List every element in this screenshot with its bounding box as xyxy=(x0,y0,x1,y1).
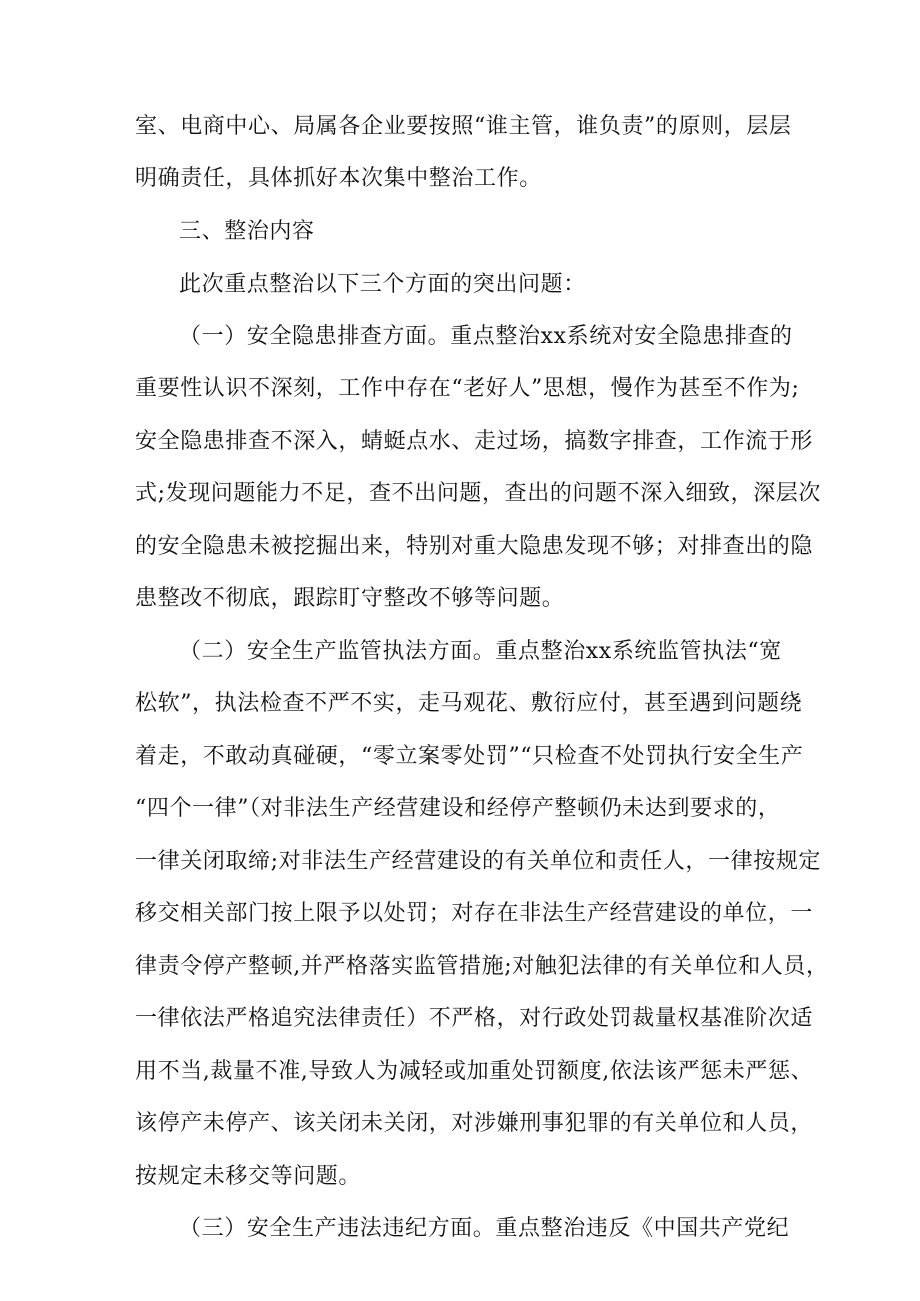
subsection-heading: （一）安全隐患排查方面。重点整治xx系统对安全隐患排查的 xyxy=(179,324,793,349)
text-line: 松软”，执法检查不严不实，走马观花、敷衍应付，甚至遇到问题绕 xyxy=(135,691,803,716)
text-line: 此次重点整治以下三个方面的突出问题： xyxy=(179,272,586,297)
text-line: 安全隐患排查不深入，蜻蜓点水、走过场，搞数字排查，工作流于形 xyxy=(135,429,814,454)
text-line: 一律依法严格追究法律责任）不严格，对行政处罚裁量权基准阶次适 xyxy=(135,1006,814,1031)
text-line: 用不当,裁量不准,导致人为减轻或加重处罚额度,依法该严惩未严惩、 xyxy=(135,1059,814,1084)
text-line: 式;发现问题能力不足，查不出问题，查出的问题不深入细致，深层次 xyxy=(135,481,822,506)
text-line: 的安全隐患未被挖掘出来，特别对重大隐患发现不够；对排查出的隐 xyxy=(135,534,814,559)
text-line: “四个一律”（对非法生产经营建设和经停产整顿仍未达到要求的， xyxy=(135,796,781,821)
text-line: 室、电商中心、局属各企业要按照“谁主管，谁负责”的原则，层层 xyxy=(135,114,792,139)
text-line: 一律关闭取缔;对非法生产经营建设的有关单位和责任人，一律按规定 xyxy=(135,849,822,874)
subsection-heading: （二）安全生产监管执法方面。重点整治xx系统监管执法“宽 xyxy=(179,639,782,664)
text-line: 着走，不敢动真碰硬，“零立案零处罚”“只检查不处罚执行安全生产 xyxy=(135,744,804,769)
text-line: 律责令停产整顿,并严格落实监管措施;对触犯法律的有关单位和人员， xyxy=(135,954,829,979)
text-line: 重要性认识不深刻，工作中存在“老好人”思想，慢作为甚至不作为; xyxy=(135,376,800,401)
text-line: 明确责任，具体抓好本次集中整治工作。 xyxy=(135,166,542,191)
text-line: 患整改不彻底，跟踪盯守整改不够等问题。 xyxy=(135,586,565,611)
section-heading: 三、整治内容 xyxy=(179,219,315,244)
text-line: 该停产未停产、该关闭未关闭，对涉嫌刑事犯罪的有关单位和人员， xyxy=(135,1111,814,1136)
subsection-heading: （三）安全生产违法违纪方面。重点整治违反《中国共产党纪 xyxy=(179,1216,790,1241)
text-line: 移交相关部门按上限予以处罚；对存在非法生产经营建设的单位，一 xyxy=(135,901,814,926)
text-line: 按规定未移交等问题。 xyxy=(135,1164,362,1189)
